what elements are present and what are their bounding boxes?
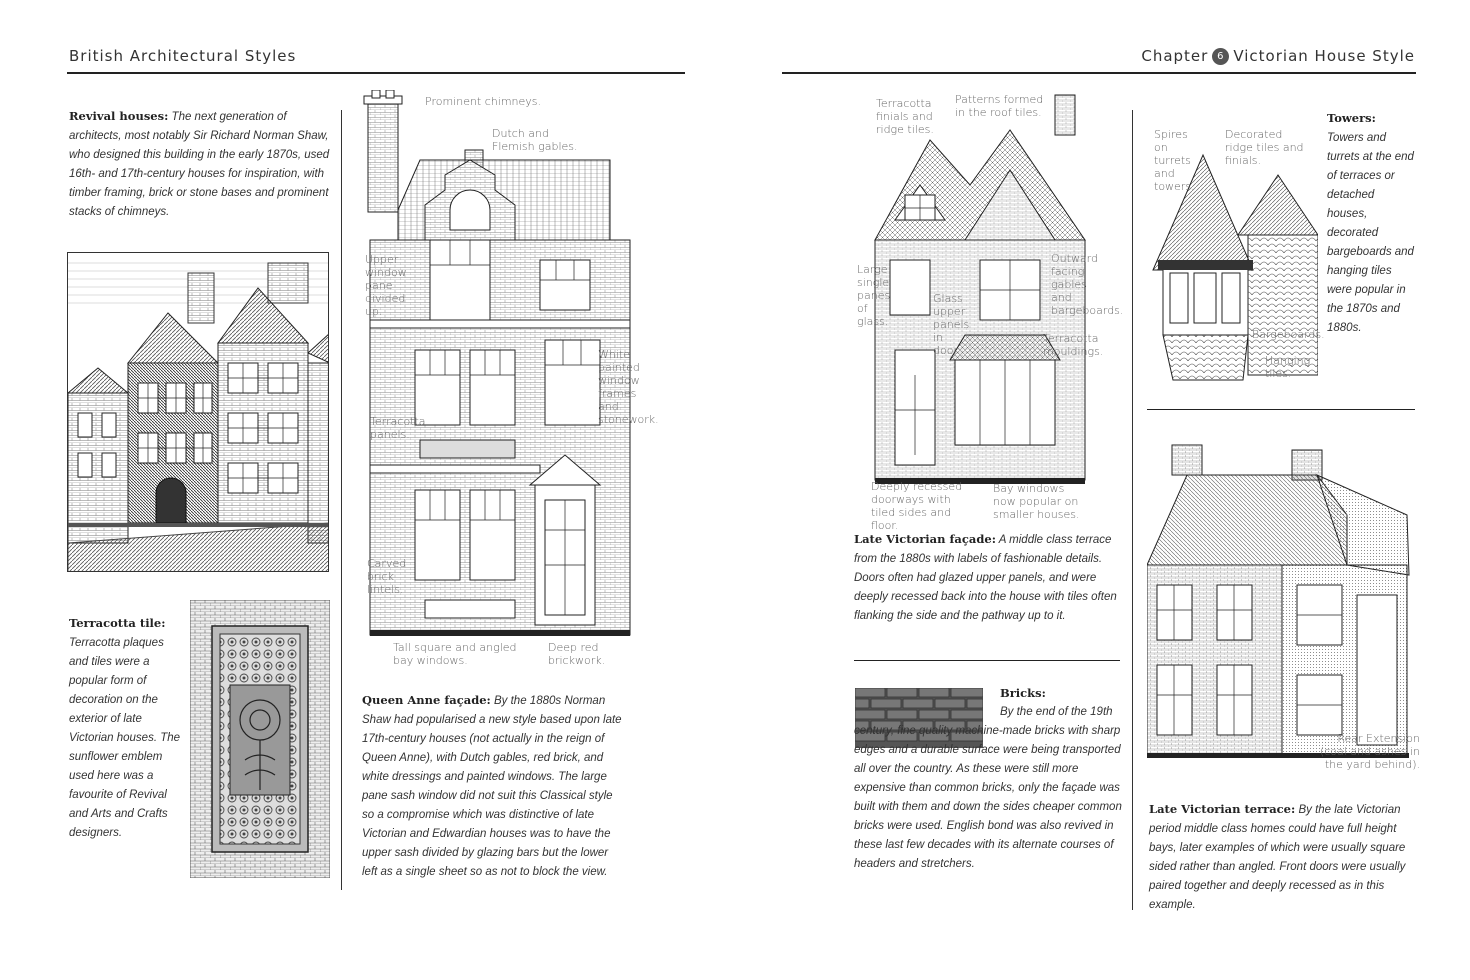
- label-glass-upper: Glass upper panels in door.: [933, 292, 970, 357]
- late-terrace-text: By the late Victorian period middle class homes could have full height bays, later examples of which were usually square sided rather than angled. Front doors were usually paired together and deeply recessed as in this example.: [1149, 804, 1406, 911]
- queen-anne-caption: [362, 691, 624, 882]
- chapter-title: Victorian House Style: [1233, 47, 1415, 65]
- label-bargeboards: Bargeboards.: [1252, 328, 1325, 341]
- bricks-heading: Bricks:: [1000, 686, 1046, 700]
- terracotta-heading: Terracotta tile:: [69, 616, 166, 630]
- label-white-painted: White painted window frames and stonework.: [598, 348, 659, 426]
- queen-anne-text: By the 1880s Norman Shaw had popularised a new style based upon late 17th-century houses (not actually in the reign of Queen Anne), with Dutch gables, red brick, and white dressings and painted windows. The large pane sash window did not suit this Classical style so a compromise which was distinctive of late Victorian and Edwardian houses was to have the upper sash divided by glazing bars but the lower left as a single sheet so as not to block the view.: [362, 695, 622, 878]
- label-mouldings: Terracotta mouldings.: [1043, 332, 1104, 358]
- label-large-panes: Large single panes of glass.: [857, 263, 891, 328]
- label-carved-brick: Carved brick lintels.: [367, 557, 407, 596]
- terracotta-caption: [69, 614, 181, 843]
- revival-house-illustration: [67, 252, 329, 572]
- late-victorian-terrace-illustration: [1147, 435, 1417, 780]
- revival-heading: Revival houses:: [69, 109, 169, 123]
- label-hanging-tiles: Hanging tiles.: [1265, 354, 1311, 380]
- running-header-left: British Architectural Styles: [69, 47, 297, 65]
- label-deep-red: Deep red brickwork.: [548, 641, 606, 667]
- bricks-caption-top: [1000, 684, 1125, 704]
- label-outward-gables: Outward facing gables and bargeboards.: [1051, 252, 1124, 317]
- late-terrace-caption: [1149, 800, 1417, 915]
- label-spires: Spires on turrets and towers.: [1154, 128, 1195, 193]
- header-rule-right: [782, 72, 1416, 74]
- chapter-word: Chapter: [1141, 47, 1209, 65]
- right-page: [735, 0, 1470, 980]
- header-rule: [67, 72, 685, 74]
- label-rear-extension: Rear Extension (coal and ashes in the yard behind).: [1319, 732, 1420, 771]
- label-ridge-tiles: Decorated ridge tiles and finials.: [1225, 128, 1304, 167]
- late-facade-heading: Late Victorian façade:: [854, 532, 996, 546]
- revival-text: The next generation of architects, most notably Sir Richard Norman Shaw, who designed this building in the early 1870s, used 16th- and 17th-century houses for inspiration, with timber framing, brick or stone bases and prominent stacks of chimneys.: [69, 111, 330, 218]
- late-facade-text: A middle class terrace from the 1880s with labels of fashionable details. Doors often had glazed upper panels, and were deeply recessed back into the house with tiles often flanking the side and the pathway up to it.: [854, 534, 1117, 622]
- towers-heading: Towers:: [1327, 111, 1376, 125]
- chapter-number: 6: [1212, 48, 1229, 65]
- label-terracotta-finials: Terracotta finials and ridge tiles.: [876, 97, 934, 136]
- queen-anne-heading: Queen Anne façade:: [362, 693, 491, 707]
- late-facade-caption: [854, 530, 1122, 626]
- towers-text: Towers and turrets at the end of terraces or detached houses, decorated bargeboards and hanging tiles were popular in the 1870s and 1880s.: [1327, 132, 1414, 334]
- label-dutch-gables: Dutch and Flemish gables.: [492, 127, 578, 153]
- label-bay-windows: Tall square and angled bay windows.: [393, 641, 517, 667]
- label-upper-window: Upper window pane divided up.: [365, 253, 407, 318]
- running-header-right: [1141, 47, 1415, 65]
- bricks-text: By the end of the 19th century, fine quality machine-made bricks with sharp edges and a durable surface were being transported all over the country. As these were still more expensive than common bricks, only the façade was built with them and down the sides cheaper common bricks were used. English bond was also revived in these last few decades with its alternate courses of headers and stretchers.: [854, 706, 1122, 870]
- label-recessed-doorways: Deeply recessed doorways with tiled sides and floor.: [871, 480, 963, 532]
- late-terrace-heading: Late Victorian terrace:: [1149, 802, 1296, 816]
- bricks-caption: [854, 703, 1122, 874]
- section-rule-towers: [1147, 409, 1415, 410]
- label-prominent-chimneys: Prominent chimneys.: [425, 95, 542, 108]
- column-divider: [341, 110, 342, 890]
- terracotta-tile-illustration: [190, 600, 330, 878]
- label-terracotta-panels: Terracotta panels.: [370, 415, 426, 441]
- towers-caption: [1327, 109, 1415, 338]
- column-divider-right: [1132, 110, 1133, 910]
- revival-caption: [69, 107, 331, 222]
- terracotta-text: Terracotta plaques and tiles were a popular form of decoration on the exterior of late Victorian houses. The sunflower emblem used here was a favourite of Revival and Arts and Crafts designers.: [69, 637, 181, 839]
- label-roof-patterns: Patterns formed in the roof tiles.: [955, 93, 1044, 119]
- section-rule-middle: [854, 660, 1120, 661]
- label-bay-popular: Bay windows now popular on smaller houses.: [993, 482, 1080, 521]
